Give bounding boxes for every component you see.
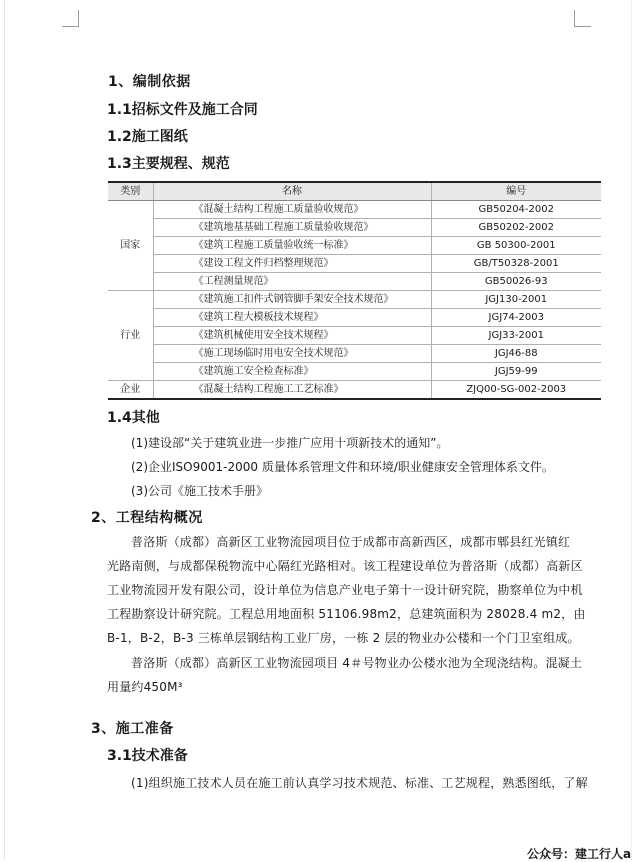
standard-code: GB50204-2002 [431,201,601,219]
section-1-1-heading: 1.1招标文件及施工合同 [107,102,258,118]
table-row [108,201,601,219]
standard-code: GB50202-2002 [431,219,601,237]
standard-name: 《建筑施工安全检查标准》 [153,363,431,381]
section-3-title: 3、施工准备 [91,721,174,737]
section-1-3-heading: 1.3主要规程、规范 [107,156,230,172]
standard-code: GB/T50328-2001 [431,255,601,273]
category-national: 国家 [108,201,153,291]
standard-code: JGJ74-2003 [431,309,601,327]
overview-line-5: B-1，B-2，B-3 三栋单层钢结构工业厂房，一栋 2 层的物业办公楼和一个门卫室组成。 [107,631,580,645]
standard-name: 《建筑工程大模板技术规程》 [153,309,431,327]
standard-name: 《建筑工程施工质量验收统一标准》 [153,237,431,255]
table-row [108,291,601,309]
standard-code: ZJQ00-SG-002-2003 [431,381,601,400]
page-edge-right [631,0,632,861]
footer-watermark: 公众号：建工行人a [527,847,632,861]
section-2-title: 2、工程结构概况 [91,510,203,526]
other-item-3: (3)公司《施工技术手册》 [131,484,268,498]
standard-name: 《建设工程文件归档整理规范》 [153,255,431,273]
overview-line-4: 工程勘察设计研究院。工程总用地面积 51106.98m2，总建筑面积为 28028.4 m2，由 [107,607,586,621]
standard-code: GB 50300-2001 [431,237,601,255]
table-row [108,309,601,327]
prep-line-1: (1)组织施工技术人员在施工前认真学习技术规范、标准、工艺规程，熟悉图纸，了解 [131,776,588,790]
header-code: 编号 [431,182,601,201]
category-enterprise: 企业 [108,381,153,400]
standards-table [108,181,601,400]
header-category: 类别 [108,182,153,201]
table-row [108,345,601,363]
standard-name: 《建筑施工扣件式钢管脚手架安全技术规范》 [153,291,431,309]
category-industry: 行业 [108,291,153,381]
overview-line-3: 工业物流园开发有限公司，设计单位为信息产业电子第十一设计研究院，勘察单位为中机 [107,583,583,597]
standard-code: JGJ59-99 [431,363,601,381]
overview-line-6: 普洛斯（成都）高新区工业物流园项目 4＃号物业办公楼水池为全现浇结构。混凝土 [131,656,583,670]
other-item-2: (2)企业ISO9001-2000 质量体系管理文件和环境/职业健康安全管理体系文件。 [131,460,554,474]
standard-name: 《建筑地基基础工程施工质量验收规范》 [153,219,431,237]
standard-code: GB50026-93 [431,273,601,291]
table-row [108,381,601,400]
crop-mark-top-left [62,10,79,27]
overview-line-7: 用量约450M³ [107,680,183,694]
standard-code: JGJ130-2001 [431,291,601,309]
standard-code: JGJ46-88 [431,345,601,363]
overview-line-2: 光路南侧，与成都保税物流中心隔红光路相对。该工程建设单位为普洛斯（成都）高新区 [107,559,583,573]
table-row [108,255,601,273]
standard-name: 《混凝土结构工程施工工艺标准》 [153,381,431,400]
other-item-1: (1)建设部“关于建筑业进一步推广应用十项新技术的通知”。 [131,436,449,450]
table-row [108,219,601,237]
standard-code: JGJ33-2001 [431,327,601,345]
section-1-title: 1、编制依据 [108,74,191,90]
table-row [108,273,601,291]
overview-line-1: 普洛斯（成都）高新区工业物流园项目位于成都市高新西区，成都市郫县红光镇红 [131,535,571,549]
table-row [108,363,601,381]
section-1-2-heading: 1.2施工图纸 [107,129,188,145]
header-name: 名称 [153,182,431,201]
standard-name: 《混凝土结构工程施工质量验收规范》 [153,201,431,219]
standard-name: 《施工现场临时用电安全技术规范》 [153,345,431,363]
table-header-row [108,182,601,201]
page-edge-left [4,0,5,861]
standard-name: 《建筑机械使用安全技术规程》 [153,327,431,345]
standard-name: 《工程测量规范》 [153,273,431,291]
crop-mark-top-right [574,10,591,27]
table-row [108,327,601,345]
table-row [108,237,601,255]
section-3-1-heading: 3.1技术准备 [107,748,188,764]
section-1-4-heading: 1.4其他 [107,410,160,426]
